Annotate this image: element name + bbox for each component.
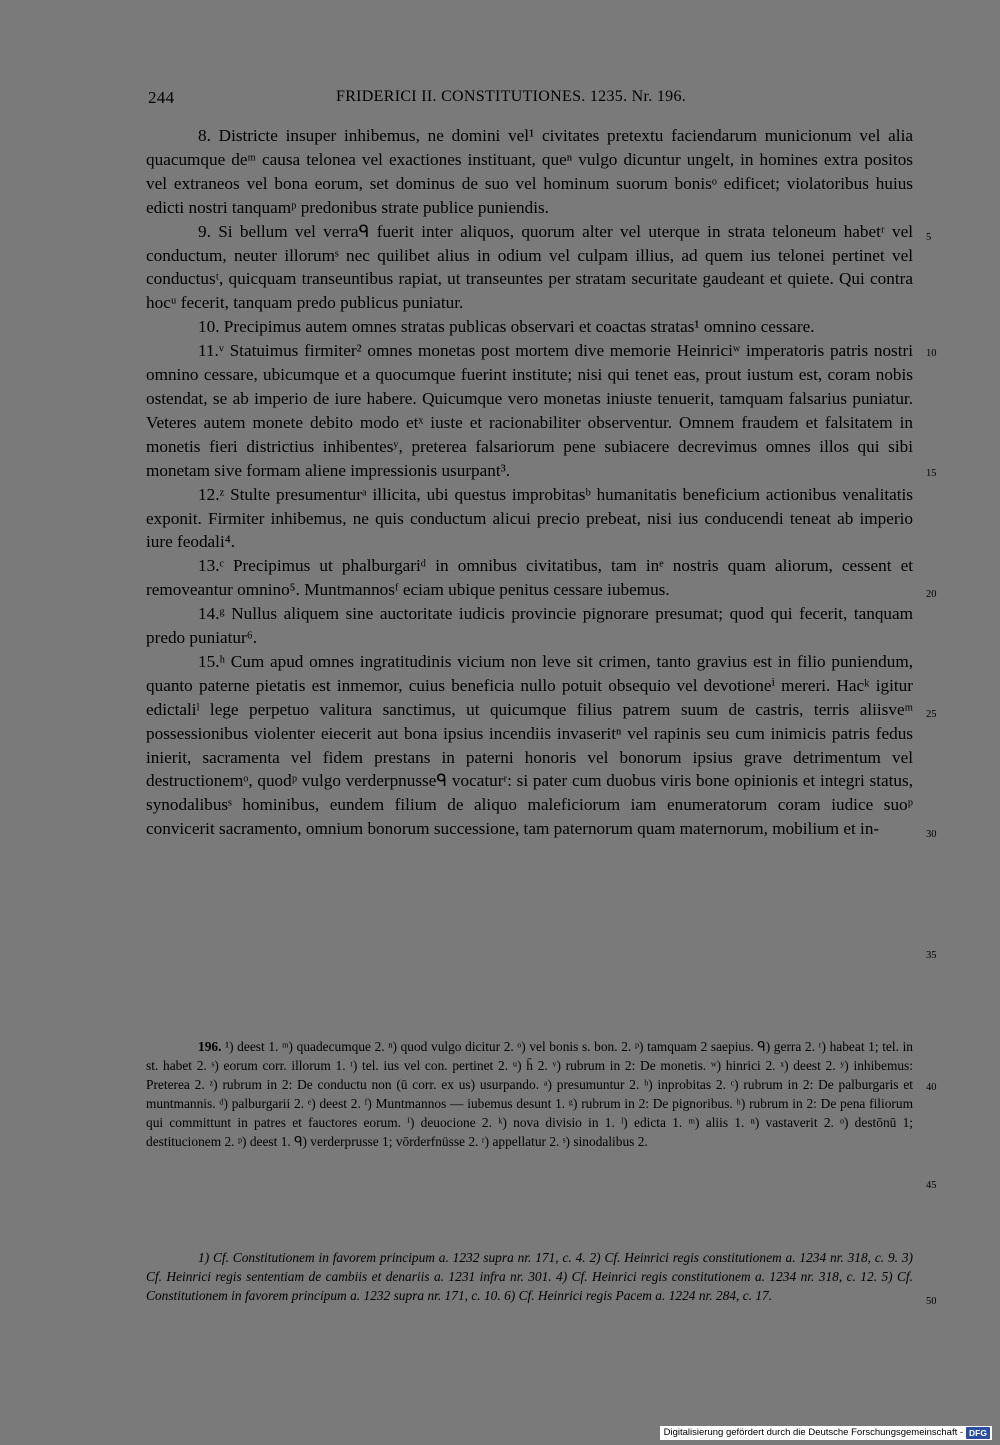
line-number: 20 (926, 589, 937, 600)
page-number: 244 (148, 88, 175, 107)
line-number: 5 (926, 232, 932, 243)
source-footnotes (146, 1249, 913, 1306)
paragraph-12: 12.ᶻ Stulte presumenturᵃ illicita, ubi questus improbitasᵇ humanitatis beneficium actionibus venalitatis exponit. Firmiter inhibemus, ne quis conductum alicui precio prebeat, nisi ius conducendi teneat ab imperio iure feodali⁴. (146, 484, 913, 552)
line-number: 45 (926, 1180, 937, 1191)
line-number: 15 (926, 468, 937, 479)
paragraph-13: 13.ᶜ Precipimus ut phalburgariᵈ in omnibus civitatibus, tam inᵉ nostris quam aliorum, cessent et removeantur omnino⁵. Muntmannosᶠ eciam ubique penitus cessare iubemus. (146, 556, 913, 600)
note-number: 196. (198, 1039, 222, 1054)
paragraph-11: 11.ᵛ Statuimus firmiter² omnes monetas post mortem dive memorie Heinriciʷ imperatoris patris nostri omnino cessare, ubicumque et a quocumque fuerint institute; nisi qui tenet eas, prout iustum est, coram nobis ostendat, se ab imperio de iure habere. Quicumque vero monetas iniuste tenuerit, tamquam falsarius puniatur. Veteres autem monete debito modo etˣ iuste et racionabiliter observentur. Omnem fraudem et falsitatem in monetis fieri districtius inhibentesʸ, preterea falsariorum pene subiacere decrevimus omnes illos qui sibi monetam sive formam aliene impressionis usurpant³. (146, 341, 913, 480)
line-number: 30 (926, 829, 937, 840)
page-header (148, 88, 912, 110)
paragraph-9: 9. Si bellum vel verraᑫ fuerit inter aliquos, quorum alter vel uterque in strata teloneum habetʳ vel conductum, neuter illorumˢ nec quilibet alius in odium vel culpam illius, ad quem ius telonei pertinet vel conductusᵗ, quicquam transeuntibus rapiat, ut transeuntes per stratam securitate gaudeant et quiete. Qui contra hocᵘ fecerit, tanquam predo publicus puniatur. (146, 221, 913, 313)
line-number: 40 (926, 1082, 937, 1093)
credit-text: Digitalisierung gefördert durch die Deutsche Forschungsgemeinschaft - (663, 1427, 964, 1438)
main-text (146, 124, 913, 841)
line-number: 25 (926, 709, 937, 720)
dfg-logo: DFG (966, 1427, 990, 1439)
paragraph-15: 15.ʰ Cum apud omnes ingratitudinis vicium non leve sit crimen, tanto gravius est in filio puniendum, quanto paterne pietatis est inmemor, cuius beneficia nullo potuit obsequio vel devotioneⁱ mereri. Hacᵏ igitur edictaliˡ lege perpetuo valitura sanctimus, ut quicumque filius patrem suum de castris, terris aliisveᵐ possessionibus violenter eiecerit aut bona ipsius incendiis invaseritⁿ vel rapinis seu cum inimicis patris fedus inierit, sacramenta vel fidem prestans in paterni honoris vel bonorum ipsius grave detrimentum vel destructionemᵒ, quodᵖ vulgo verderpnusseᑫ vocaturʳ: si pater cum duobus viris bone opinionis et integri status, synodalibusˢ hominibus, eundem filium de aliquo maleficiorum iam enumeratorum coram iudice suoᵖ convicerit sacramento, omnium bonorum successione, tam paternorum quam maternorum, mobilium et in- (146, 651, 913, 839)
paragraph-10: 10. Precipimus autem omnes stratas publicas observari et coactas stratas¹ omnino cessare. (198, 317, 815, 337)
footnotes-text: 1) Cf. Constitutionem in favorem principum a. 1232 supra nr. 171, c. 4. 2) Cf. Heinrici regis constitutionem a. 1234 nr. 318, c. 9. 3) Cf. Heinrici regis sententiam de cambiis et denariis a. 1231 infra nr. 301. 4) Cf. Heinrici regis constitutionem a. 1234 nr. 318, c. 12. 5) Cf. Constitutionem in favorem principum a. 1232 supra nr. 171, c. 10. 6) Cf. Heinrici regis Pacem a. 1224 nr. 284, c. 17. (146, 1250, 913, 1303)
critical-apparatus (146, 1038, 913, 1151)
apparatus-text: ¹) deest 1. ᵐ) quadecumque 2. ⁿ) quod vulgo dicitur 2. ᵒ) vel bonis s. bon. 2. ᵖ) tamquam 2 saepius. ᑫ) gerra 2. ʳ) habeat 1; tel. in st. habet 2. ˢ) eorum corr. illorum 1. ᵗ) tel. ius vel con. pertinet 2. ᵘ) h̄ 2. ᵛ) rubrum in 2: De monetis. ʷ) hinrici 2. ˣ) deest 2. ʸ) inhibemus: Preterea 2. ᶻ) rubrum in 2: De conductu non (ū corr. ex us) usurpando. ᵃ) presumuntur 2. ᵇ) inprobitas 2. ᶜ) rubrum in 2: De palburgaris et muntmannis. ᵈ) palburgarii 2. ᵉ) deest 2. ᶠ) Muntmannos — iubemus desunt 1. ᵍ) rubrum in 2: De pignoribus. ʰ) rubrum in 2: De pena filiorum qui committunt in patres et fauctores eorum. ⁱ) deuocione 2. ᵏ) nova divisio in 1. ˡ) edicta 1. ᵐ) aliis 1. ⁿ) vastaverit 2. ᵒ) destōnū 1; destitucionem 2. ᵖ) deest 1. ᑫ) verderprusse 1; vōrderfnüsse 2. ʳ) appellatur 2. ˢ) sinodalibus 2. (146, 1039, 913, 1149)
line-number: 50 (926, 1296, 937, 1307)
paragraph-8: 8. Districte insuper inhibemus, ne domini vel¹ civitates pretextu faciendarum municionum vel alia quacumque deᵐ causa telonea vel exactiones instituant, queⁿ vulgo dicuntur ungelt, in homines extra positos vel extraneos vel bona eorum, set dominus de suo vel hominum suorum bonisᵒ edificet; violatoribus huius edicti nostri tanquamᵖ predonibus strate publice puniendis. (146, 126, 913, 217)
digitization-credit (660, 1426, 992, 1440)
line-number: 10 (926, 348, 937, 359)
line-number: 35 (926, 950, 937, 961)
paragraph-14: 14.ᵍ Nullus aliquem sine auctoritate iudicis provincie pignorare presumat; quod qui fecerit, tanquam predo puniatur⁶. (146, 604, 913, 648)
running-title: FRIDERICI II. CONSTITUTIONES. 1235. Nr. 196. (336, 88, 687, 105)
